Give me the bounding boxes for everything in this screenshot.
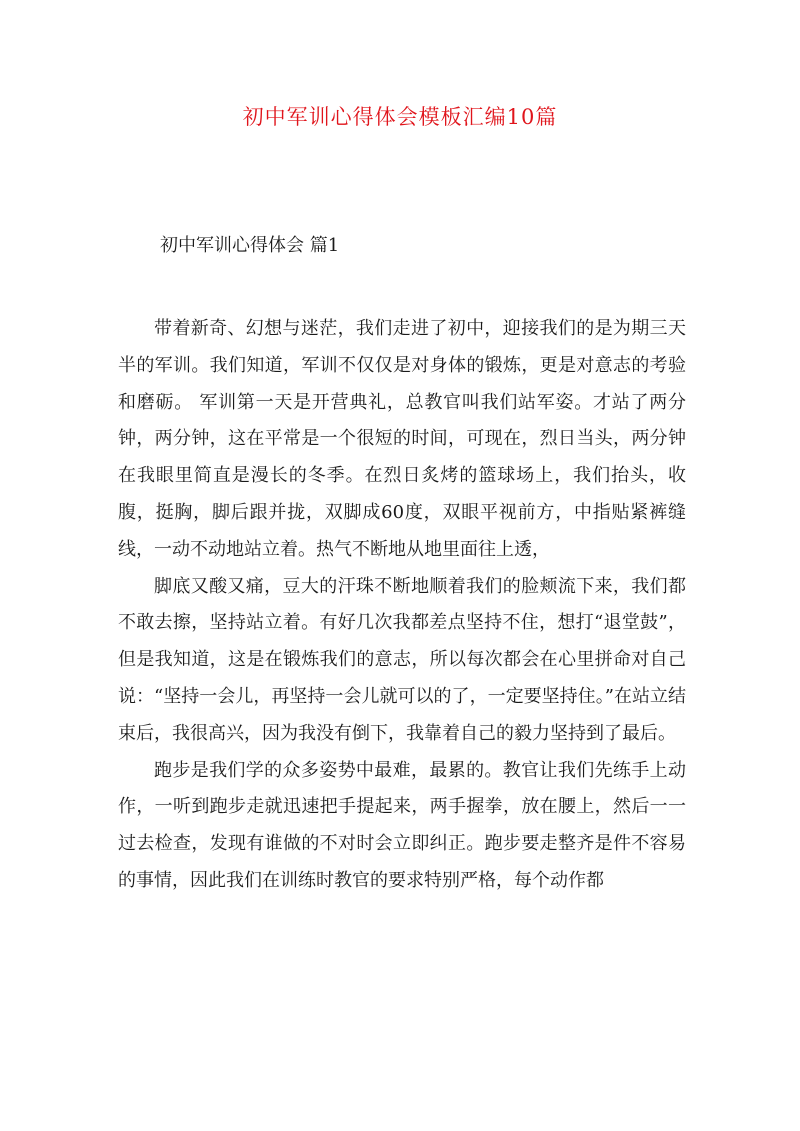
document-title: 初中军训心得体会模板汇编10篇 — [242, 105, 558, 129]
paragraph: 带着新奇、幻想与迷茫，我们走进了初中，迎接我们的是为期三天半的军训。我们知道，军训不仅仅是对身体的锻炼，更是对意志的考验和磨砺。 军训第一天是开营典礼，总教官叫我们站军姿。才站了两分钟，两分钟，这在平常是一个很短的时间，可现在，烈日当头，两分钟在我眼里简直是漫长的冬季。在烈日炙烤的篮球场上，我们抬头，收腹，挺胸，脚后跟并拢，双脚成60度，双眼平视前方，中指贴紧裤缝线，一动不动地站立着。热气不断地从地里面往上透， — [118, 318, 686, 560]
document-body — [118, 311, 686, 900]
paragraph: 跑步是我们学的众多姿势中最难，最累的。教官让我们先练手上动作，一听到跑步走就迅速把手提起来，两手握拳，放在腰上，然后一一过去检查，发现有谁做的不对时会立即纠正。跑步要走整齐是件不容易的事情，因此我们在训练时教官的要求特别严格，每个动作都 — [118, 759, 686, 891]
paragraph: 脚底又酸又痛，豆大的汗珠不断地顺着我们的脸颊流下来，我们都不敢去擦，坚持站立着。有好几次我都差点坚持不住，想打“退堂鼓”，但是我知道，这是在锻炼我们的意志，所以每次都会在心里拼命对自己说：“坚持一会儿，再坚持一会儿就可以的了，一定要坚持住。”在站立结束后，我很高兴，因为我没有倒下，我靠着自己的毅力坚持到了最后。 — [118, 575, 686, 744]
section-heading: 初中军训心得体会 篇1 — [160, 235, 340, 256]
